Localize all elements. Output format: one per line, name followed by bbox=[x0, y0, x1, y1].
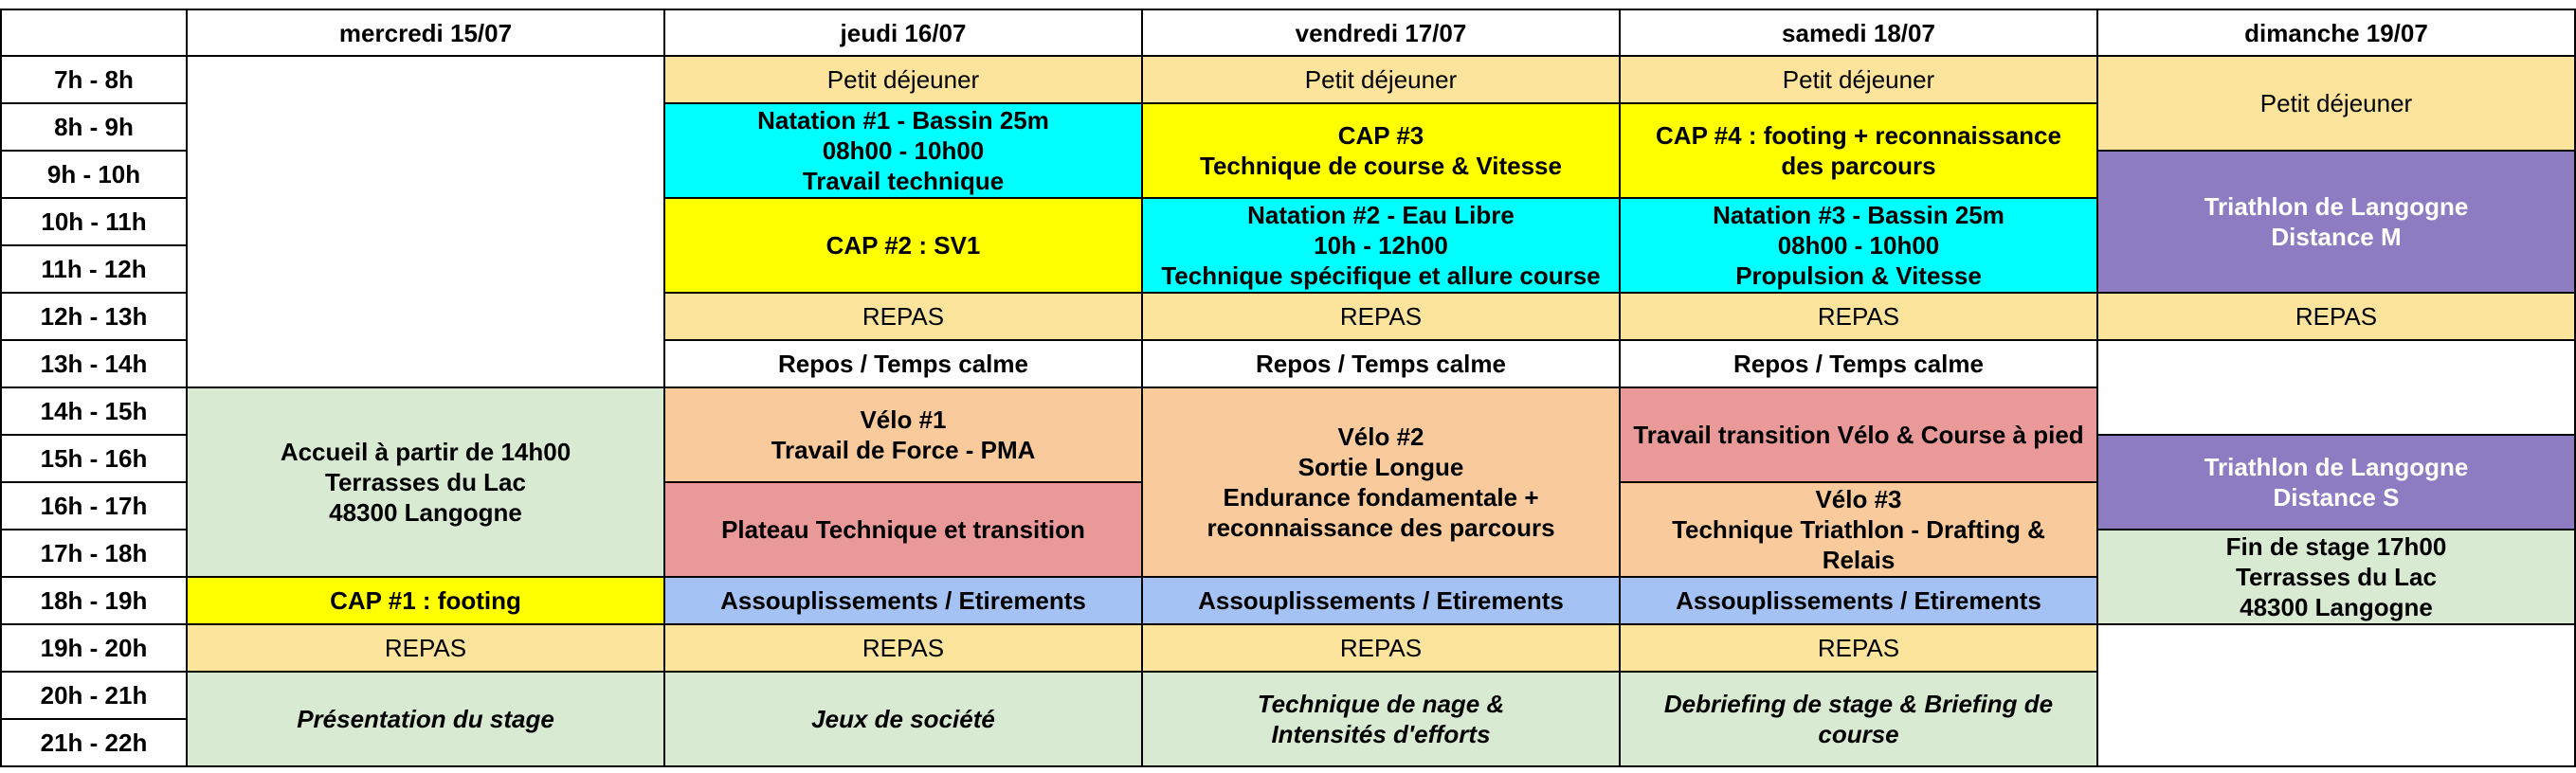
swim-2-title: Natation #2 - Eau Libre bbox=[1247, 201, 1515, 229]
time-slot-label[interactable]: 10h - 11h bbox=[1, 198, 187, 245]
time-slot-label[interactable]: 18h - 19h bbox=[1, 577, 187, 624]
thu-dinner-cell[interactable]: REPAS bbox=[664, 624, 1142, 672]
fri-breakfast-cell[interactable]: Petit déjeuner bbox=[1142, 56, 1620, 103]
thu-games-cell[interactable]: Jeux de société bbox=[664, 672, 1142, 766]
sun-afternoon-empty-cell[interactable] bbox=[2097, 340, 2575, 435]
sat-dinner-cell[interactable]: REPAS bbox=[1620, 624, 2097, 672]
sun-breakfast-cell[interactable]: Petit déjeuner bbox=[2097, 56, 2575, 151]
swim-1-focus: Travail technique bbox=[802, 167, 1005, 195]
thu-swim-1-cell[interactable] bbox=[664, 103, 1142, 198]
bike-2-title: Vélo #2 bbox=[1337, 422, 1424, 451]
corner-cell[interactable] bbox=[1, 9, 187, 56]
time-slot-label[interactable]: 19h - 20h bbox=[1, 624, 187, 672]
sun-end-cell[interactable] bbox=[2097, 530, 2575, 624]
wed-welcome-cell[interactable] bbox=[187, 387, 664, 577]
time-slot-label[interactable]: 20h - 21h bbox=[1, 672, 187, 719]
cap-3-title: CAP #3 bbox=[1337, 121, 1424, 150]
fri-lunch-cell[interactable]: REPAS bbox=[1142, 293, 1620, 340]
time-slot-label[interactable]: 13h - 14h bbox=[1, 340, 187, 387]
thu-breakfast-cell[interactable]: Petit déjeuner bbox=[664, 56, 1142, 103]
fri-cap-3-cell[interactable] bbox=[1142, 103, 1620, 198]
sun-evening-empty-cell[interactable] bbox=[2097, 624, 2575, 766]
sun-lunch-cell[interactable]: REPAS bbox=[2097, 293, 2575, 340]
sat-swim-3-cell[interactable] bbox=[1620, 198, 2097, 293]
time-slot-label[interactable]: 7h - 8h bbox=[1, 56, 187, 103]
wed-cap-1-cell[interactable]: CAP #1 : footing bbox=[187, 577, 664, 624]
sat-stretch-cell[interactable]: Assouplissements / Etirements bbox=[1620, 577, 2097, 624]
time-slot-label[interactable]: 17h - 18h bbox=[1, 530, 187, 577]
wed-morning-empty-cell[interactable] bbox=[187, 56, 664, 387]
thu-plateau-cell[interactable]: Plateau Technique et transition bbox=[664, 482, 1142, 577]
thu-rest-cell[interactable]: Repos / Temps calme bbox=[664, 340, 1142, 387]
sun-race-m-cell[interactable] bbox=[2097, 151, 2575, 293]
welcome-city: 48300 Langogne bbox=[329, 498, 522, 527]
welcome-place: Terrasses du Lac bbox=[325, 468, 526, 496]
cap-4-focus: des parcours bbox=[1781, 152, 1936, 180]
bike-1-focus: Travail de Force - PMA bbox=[771, 436, 1036, 464]
swim-1-time: 08h00 - 10h00 bbox=[822, 136, 985, 165]
race-s-title: Triathlon de Langogne bbox=[2204, 453, 2469, 481]
sat-breakfast-cell[interactable]: Petit déjeuner bbox=[1620, 56, 2097, 103]
bike-3-focus: Technique Triathlon - Drafting & bbox=[1672, 515, 2045, 544]
race-m-title: Triathlon de Langogne bbox=[2204, 192, 2469, 221]
debriefing-line-1: Debriefing de stage & Briefing de bbox=[1663, 690, 2054, 718]
end-title: Fin de stage 17h00 bbox=[2225, 532, 2447, 561]
thu-cap-2-cell[interactable]: CAP #2 : SV1 bbox=[664, 198, 1142, 293]
fri-swim-2-cell[interactable] bbox=[1142, 198, 1620, 293]
bike-2-type: Sortie Longue bbox=[1297, 453, 1464, 481]
sun-race-s-cell[interactable] bbox=[2097, 435, 2575, 530]
time-slot-label[interactable]: 8h - 9h bbox=[1, 103, 187, 151]
day-header-wed[interactable]: mercredi 15/07 bbox=[187, 9, 664, 56]
swim-technique-line-1: Technique de nage & bbox=[1257, 690, 1505, 718]
time-slot-label[interactable]: 9h - 10h bbox=[1, 151, 187, 198]
sat-lunch-cell[interactable]: REPAS bbox=[1620, 293, 2097, 340]
sat-cap-4-cell[interactable] bbox=[1620, 103, 2097, 198]
swim-3-time: 08h00 - 10h00 bbox=[1777, 231, 1940, 260]
fri-swim-technique-cell[interactable] bbox=[1142, 672, 1620, 766]
swim-2-focus: Technique spécifique et allure course bbox=[1161, 261, 1601, 290]
fri-stretch-cell[interactable]: Assouplissements / Etirements bbox=[1142, 577, 1620, 624]
fri-bike-2-cell[interactable] bbox=[1142, 387, 1620, 577]
fri-rest-cell[interactable]: Repos / Temps calme bbox=[1142, 340, 1620, 387]
schedule-table bbox=[0, 9, 2576, 767]
bike-3-extra: Relais bbox=[1822, 546, 1896, 574]
wed-dinner-cell[interactable]: REPAS bbox=[187, 624, 664, 672]
sat-transition-cell[interactable]: Travail transition Vélo & Course à pied bbox=[1620, 387, 2097, 482]
end-place: Terrasses du Lac bbox=[2236, 563, 2437, 591]
end-city: 48300 Langogne bbox=[2240, 593, 2433, 621]
day-header-thu[interactable]: jeudi 16/07 bbox=[664, 9, 1142, 56]
day-header-sat[interactable]: samedi 18/07 bbox=[1620, 9, 2097, 56]
cap-3-focus: Technique de course & Vitesse bbox=[1200, 152, 1562, 180]
thu-lunch-cell[interactable]: REPAS bbox=[664, 293, 1142, 340]
swim-2-time: 10h - 12h00 bbox=[1314, 231, 1448, 260]
slot-row bbox=[1, 56, 2575, 103]
swim-3-focus: Propulsion & Vitesse bbox=[1735, 261, 1982, 290]
sat-debriefing-cell[interactable] bbox=[1620, 672, 2097, 766]
fri-dinner-cell[interactable]: REPAS bbox=[1142, 624, 1620, 672]
bike-2-extra: reconnaissance des parcours bbox=[1206, 513, 1555, 542]
race-s-distance: Distance S bbox=[2273, 483, 2400, 512]
swim-1-title: Natation #1 - Bassin 25m bbox=[757, 106, 1049, 135]
time-slot-label[interactable]: 12h - 13h bbox=[1, 293, 187, 340]
thu-bike-1-cell[interactable] bbox=[664, 387, 1142, 482]
wed-presentation-cell[interactable]: Présentation du stage bbox=[187, 672, 664, 766]
header-row bbox=[1, 9, 2575, 56]
day-header-sun[interactable]: dimanche 19/07 bbox=[2097, 9, 2575, 56]
day-header-fri[interactable]: vendredi 17/07 bbox=[1142, 9, 1620, 56]
debriefing-line-2: course bbox=[1818, 720, 1899, 748]
sat-rest-cell[interactable]: Repos / Temps calme bbox=[1620, 340, 2097, 387]
sat-bike-3-cell[interactable] bbox=[1620, 482, 2097, 577]
time-slot-label[interactable]: 21h - 22h bbox=[1, 719, 187, 766]
swim-3-title: Natation #3 - Bassin 25m bbox=[1713, 201, 2005, 229]
welcome-title: Accueil à partir de 14h00 bbox=[280, 438, 571, 466]
race-m-distance: Distance M bbox=[2271, 223, 2402, 251]
slot-row bbox=[1, 624, 2575, 672]
bike-2-focus: Endurance fondamentale + bbox=[1223, 483, 1539, 512]
time-slot-label[interactable]: 15h - 16h bbox=[1, 435, 187, 482]
bike-3-title: Vélo #3 bbox=[1815, 485, 1902, 513]
cap-4-title: CAP #4 : footing + reconnaissance bbox=[1656, 121, 2061, 150]
swim-technique-line-2: Intensités d'efforts bbox=[1271, 720, 1491, 748]
time-slot-label[interactable]: 16h - 17h bbox=[1, 482, 187, 530]
time-slot-label[interactable]: 11h - 12h bbox=[1, 245, 187, 293]
time-slot-label[interactable]: 14h - 15h bbox=[1, 387, 187, 435]
bike-1-title: Vélo #1 bbox=[860, 405, 947, 434]
thu-stretch-cell[interactable]: Assouplissements / Etirements bbox=[664, 577, 1142, 624]
